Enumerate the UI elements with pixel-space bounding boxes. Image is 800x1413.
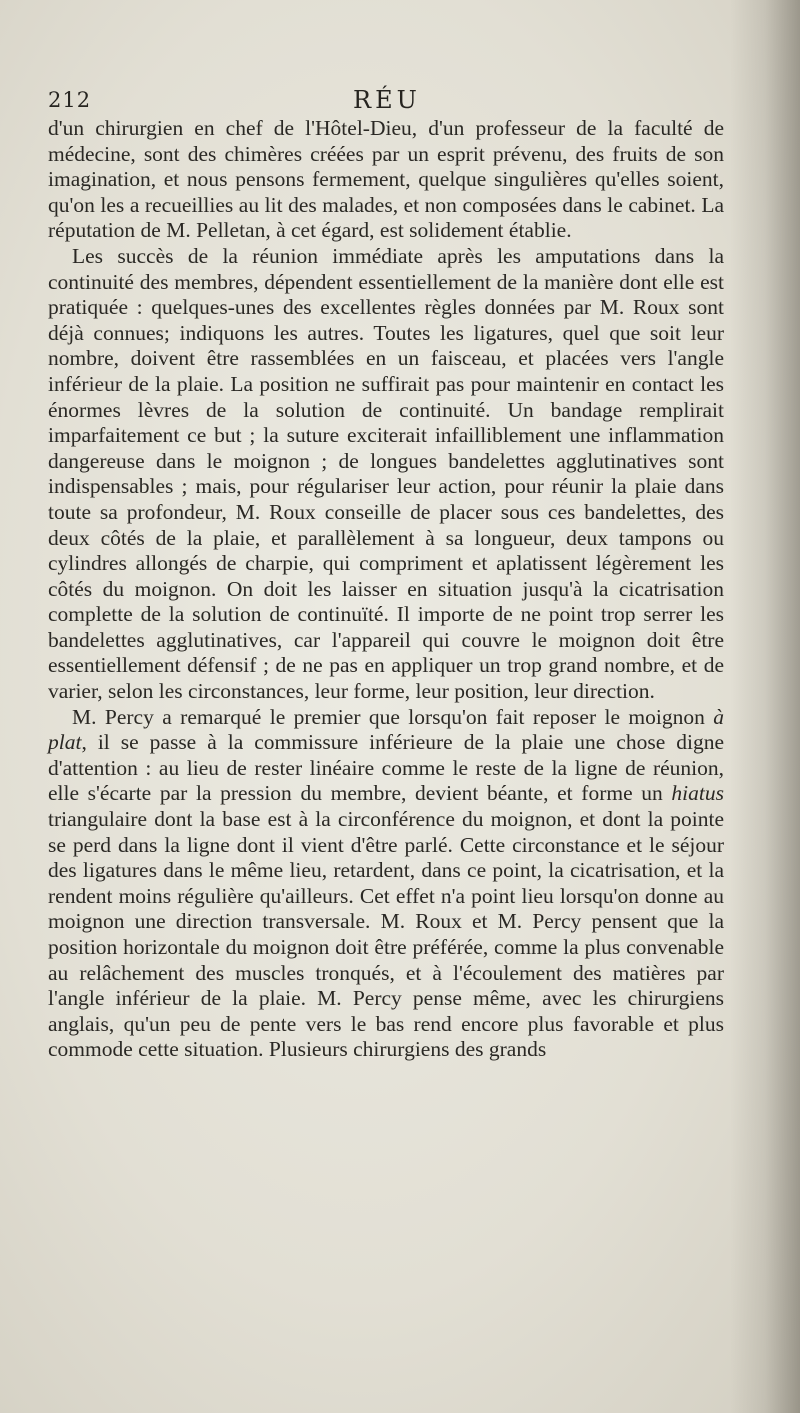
running-head: RÉU (353, 86, 421, 114)
paragraph-percy-text-middle: , il se passe à la commissure inférieure de la plaie une chose digne d'attention : au lieu de rester linéaire comme le reste de la ligne de réunion, elle s'écarte par la pression du membre, devient béante, et forme un (48, 730, 724, 806)
paragraph-percy (48, 705, 724, 1063)
paragraph-continuation: d'un chirurgien en chef de l'Hôtel-Dieu, d'un professeur de la faculté de médecine, sont des chimères créées par un esprit prévenu, des fruits de son imagination, et nous pensons fermement, quelque singulières qu'elles soient, qu'on les a recueillies au lit des malades, et non composées dans le cabinet. La réputation de M. Pelletan, à cet égard, est solidement établie. (48, 116, 724, 243)
spine-shadow (730, 0, 800, 1413)
body-text (48, 116, 724, 1063)
paragraph-percy-text-after: triangulaire dont la base est à la circonférence du moignon, et dont la pointe se perd dans la ligne dont il vient d'être parlé. Cette circonstance et le séjour des ligatures dans le même lieu, retardent, dans ce point, la cicatrisation, et la rendent moins régulière qu'ailleurs. Cet effet n'a point lieu lorsqu'on donne au moignon une direction transversale. M. Roux et M. Percy pensent que la position horizontale du moignon doit être préférée, comme la plus convenable au relâchement des muscles tronqués, et à l'écoulement des matières par l'angle inférieur de la plaie. M. Percy pense même, avec les chirurgiens anglais, qu'un peu de pente vers le bas rend encore plus favorable et plus commode cette situation. Plusieurs chirurgiens des grands (48, 807, 724, 1062)
emphasis-a-plat: à plat (48, 704, 724, 755)
paragraph-percy-text-before: M. Percy a remarqué le premier que lorsqu'on fait reposer le moignon (72, 704, 714, 729)
page-number: 212 (48, 88, 92, 112)
emphasis-hiatus: hiatus (671, 781, 724, 806)
paragraph-reunion-immediate: Les succès de la réunion immédiate après les amputations dans la continuité des membres, dépendent essentiellement de la manière dont elle est pratiquée : quelques-unes des excellentes règles données par M. Roux sont déjà connues; indiquons les autres. Toutes les ligatures, quel que soit leur nombre, doivent être rassemblées en un faisceau, et placées vers l'angle inférieur de la plaie. La position ne suffirait pas pour maintenir en contact les énormes lèvres de la solution de continuité. Un bandage remplirait imparfaitement ce but ; la suture exciterait infailliblement une inflammation dangereuse dans le moignon ; de longues bandelettes agglutinatives sont indispensables ; mais, pour régulariser leur action, pour réunir la plaie dans toute sa profondeur, M. Roux conseille de placer sous ces bandelettes, des deux côtés de la plaie, et parallèlement à sa longueur, deux tampons ou cylindres allongés de charpie, qui compriment et aplatissent légèrement les côtés du moignon. On doit les laisser en situation jusqu'à la cicatrisation complette de la solution de continuïté. Il importe de ne point trop serrer les bandelettes agglutinatives, car l'appareil qui couvre le moignon doit être essentiellement défensif ; de ne pas en appliquer un trop grand nombre, et de varier, selon les circonstances, leur forme, leur position, leur direction. (48, 243, 724, 704)
page-header (48, 88, 724, 118)
